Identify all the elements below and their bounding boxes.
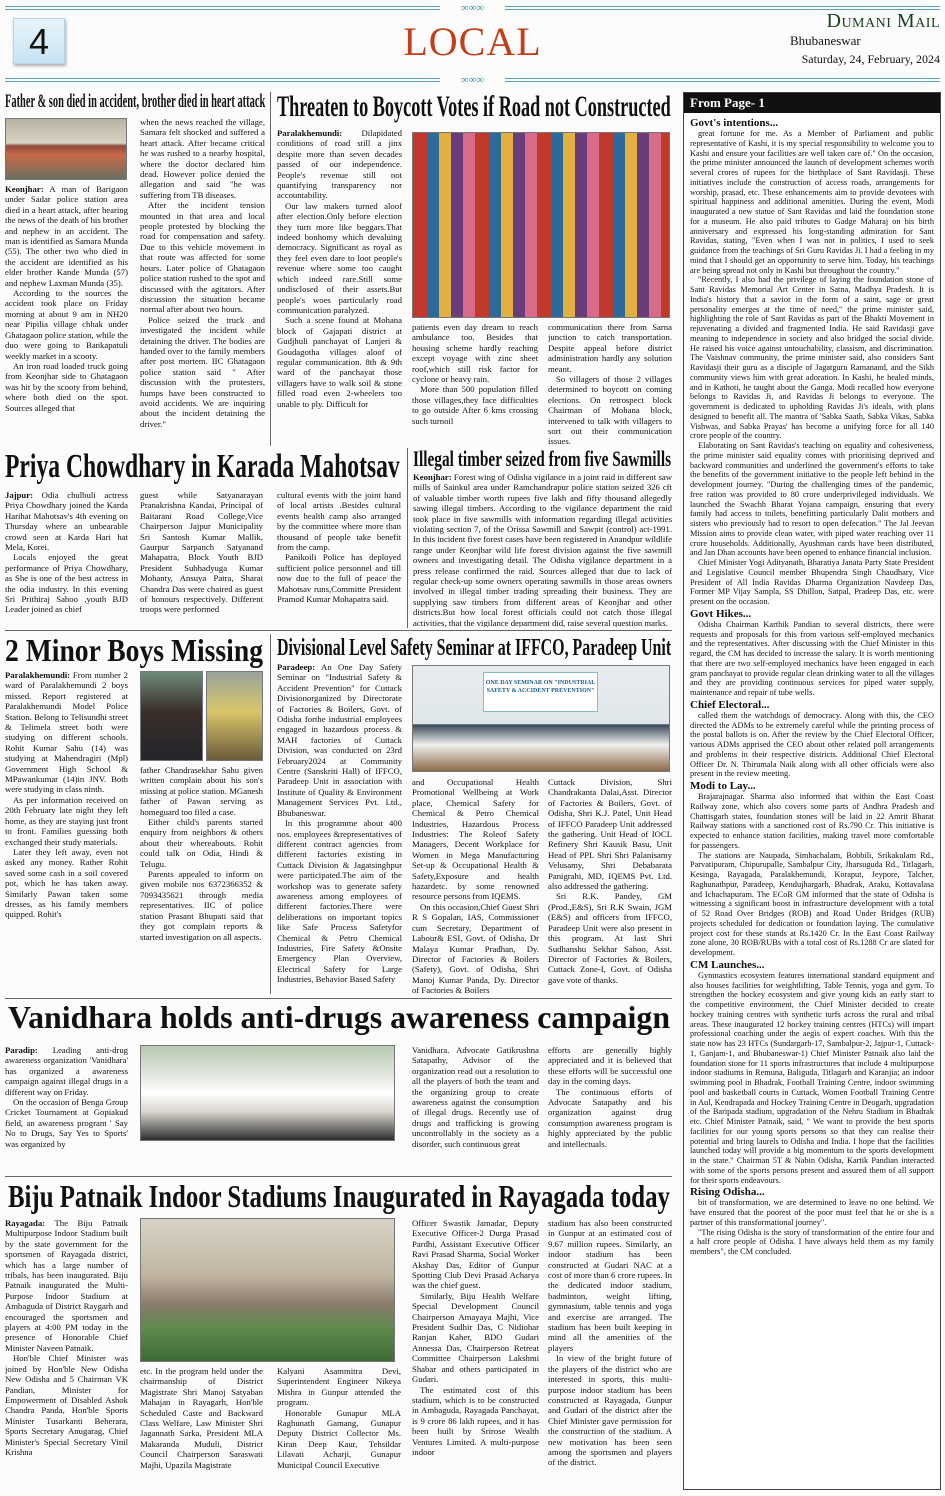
paragraph bbox=[412, 777, 539, 902]
paragraph bbox=[5, 490, 128, 552]
headline: Vanidhara holds anti-drugs awareness campaign bbox=[8, 999, 671, 1035]
paragraph bbox=[5, 1097, 128, 1149]
paragraph-text: On this occasion,Chief Guest Shri R S Gopalan, IAS, Commissioner cum Secretary, Department of Labour& ESI, Govt. of Odisha, Dr Malaya Kumar Pradhan, Dy. Director of Factories & Boilers (Safety), Govt. of Odisha, Shri Manoj Kumar Panda, Dy. Director of Factories & Boilers bbox=[412, 901, 539, 995]
paragraph bbox=[548, 777, 672, 891]
paragraph-text: Leading anti-drug awareness organization 'Vanidhara' has organized a awareness campaign against illegal drugs in a different way on Friday. bbox=[5, 1045, 128, 1097]
headline: Illegal timber seized from five Sawmills bbox=[413, 446, 672, 471]
paragraph-text: Similarly, Biju Health Welfare Special Development Council Chairperson Amayaya Majhi, Vice President Sudhir Das, C Nidiohar Ranjan Kaher, BDO Gudari Annessa Das, Chairperson Retreat Committee Chairperson Lakshmi Shabar and others participated in Gudari. bbox=[412, 1290, 539, 1385]
article-column bbox=[548, 777, 672, 995]
section-heading: Chief Electoral... bbox=[690, 698, 770, 711]
paragraph-text: In view of the bright future of the players of the district who are interested in sports, this multi-purpose indoor stadium has been constructed at Rayagada, Gunpur and Gudari of the district after the Chief Minister gave permission for the construction of the stadium. A new motivation has been seen among the sportsmen and players of the district. bbox=[548, 1353, 672, 1468]
paragraph-text: So villagers of those 2 villages determined to boycott on coming elections. On retrospect block Chairman of Mohana block, intervened to talk with villagers to sort out their communication issues. bbox=[548, 374, 672, 446]
paragraph bbox=[140, 1366, 263, 1470]
paragraph bbox=[277, 818, 402, 985]
paragraph bbox=[690, 1228, 934, 1257]
paragraph bbox=[690, 558, 934, 607]
paragraph-text: Locals enjoyed the great performance of Priya Chowdhary, as She is one of the best actress in the odia industry. In this evening Sri Prithiraj Sahoo ,youth BJD Leader joined as chief bbox=[5, 552, 128, 615]
article-column bbox=[277, 1366, 401, 1482]
paragraph-text: bit of transformation, we are determined to leave no one behind. We have ensured that the poorest of the poor must feel that he or she is a partner of this transformational journey". bbox=[690, 1198, 934, 1227]
paragraph bbox=[690, 441, 934, 558]
section-heading: Govt's intentions... bbox=[690, 117, 779, 129]
article-column bbox=[5, 490, 128, 626]
paragraph bbox=[690, 711, 934, 779]
continued-stories bbox=[684, 113, 940, 1483]
paragraph-text: Odisha Chairman Karthik Pandian to several districts, there were requests and proposals for this from various self-employed mechanics and the representatives. After discussing with the Chief Minister in this regard, the CM has decided to increase the salary. It is worth mentioning that there are two self-employed mechanics have been engaged in each gram panchayat to provide regular clean drinking water to all the villages and they are providing continuous services for piped water supply, maintenance and repair of tube wells. bbox=[690, 619, 934, 697]
article-column bbox=[277, 662, 402, 995]
article-column bbox=[5, 184, 128, 446]
paragraph-text: On the occasion of Benga Group Cricket Tournament at Gopiakud field, an awareness program ' Say No to Drugs, Say Yes to Sports' was organized by bbox=[5, 1097, 128, 1149]
paragraph bbox=[5, 184, 128, 288]
section-heading: Govt Hikes... bbox=[690, 607, 752, 620]
paragraph bbox=[548, 1045, 672, 1087]
dateline: Keonjhar: bbox=[5, 184, 44, 194]
article-column bbox=[412, 322, 538, 446]
dateline: Paradeep: bbox=[277, 662, 316, 672]
paragraph-text: Vanidhara. Advocate Gatikrushna Satapathy, Advisor of the organization read out a resolution to all the players of both the team and the organizing group to create awareness against the consumption of illegal drugs. Recently use of drugs and trafficking is growing uncontrollably in the society as a disorder, such continuous great bbox=[412, 1045, 539, 1149]
article-column bbox=[140, 765, 263, 992]
headline: Biju Patnaik Indoor Stadiums Inaugurated in Rayagada today bbox=[8, 1178, 670, 1214]
accident-truck-photo bbox=[5, 118, 127, 180]
paragraph bbox=[5, 1353, 128, 1457]
paragraph-text: Elaborating on Sant Ravidas's teaching on equality and cohesiveness, the prime minister said equality comes with prioritising deprived and backward communities and underlined the government's efforts to take the benefits of the government initiative to the people left behind in the development journey. "During the challenging times of the pandemic, free ration was provided to 80 crore underprivileged individuals. We launched the Swachh Bharat Yojana campaign, ensuring that every family had access to toilets, benefitting particularly Dalit mothers and sisters who previously had to resort to open defecation." The Jal Jeevan Mission aims to provide clean water, with piped water reaching over 11 crore households. Additionally, Ayushman cards have been distributed, and Jan Dhan accounts have been opened to enhance financial inclusion. bbox=[690, 441, 934, 558]
anti-drug-campaign-photo bbox=[140, 1045, 395, 1141]
paragraph-text: Cuttack Division, Shri Chandrakanta Dalai,Asst. Director of Factories & Boilers, Govt. of Odisha, Shri K.J. Patel, Unit Head of IFFCO Paradeep Unit addressed the gathering. Unit Head of IOCL Refinery Shri Kausik Basu, Unit Head of PPL Shri Shri Palanisamy Velusamy, Shri Debabarata Panigrahi, MD, IQEMS Pvt. Ltd. also addressed the gathering. bbox=[548, 777, 672, 892]
paragraph bbox=[5, 552, 128, 614]
paragraph bbox=[5, 670, 128, 795]
article-column bbox=[548, 1045, 672, 1173]
article-column bbox=[413, 472, 672, 627]
paragraph-text: "The rising Odisha is the story of transformation of the entire four and a half crore people of Odisha. I have always held them as my family members", the CM concluded. bbox=[690, 1227, 934, 1256]
paragraph-text: guest while Satyanarayan Pranakrishna Kandai, Principal of Baitarani Road College,Vice Chairperson Jajpur Municipality Sri Santosh Kumar Mallik, Gaurpur Sarpanch Satyanand Mahapatra, Block Youth BJD President Subhadyuga Kumar Mohanty, Ansuya Patra, Sharat Chandra Das were chaired as guest of honours respectively. Different troops were performed bbox=[140, 490, 263, 615]
newspaper-name: Dumani Mail bbox=[826, 10, 940, 32]
paragraph-text: An One Day Safety Seminar on "Industrial Safety & Accident Prevention" for Cuttack Divisionorganized by Directorate of Factories & Boilers, Govt. of Odisha forthe industrial employees engaged in hazardous process & MAH factories of Cuttack Division, was conducted on 23rd February2024 at Community Centre (Sanskriti Hall) of IFFCO, Paradeep Unit in association with Institute of Quality & Environment Management Services Pvt. Ltd., Bhubaneswar. bbox=[277, 662, 402, 818]
ornament-icon: ∞∞∞ bbox=[440, 74, 505, 86]
section-heading: Modi to Lay... bbox=[690, 780, 756, 792]
headline: Threaten to Boycott Votes if Road not Constructed bbox=[277, 90, 671, 123]
article-column bbox=[548, 1218, 672, 1482]
paragraph-text: From number 2 ward of Paralakhemundi 2 boys missed. Report registered at Paralakhemundi Model Police Station. Belong to Telisundhi street & Telimela street both were studying on different schools. Rohit Kumar Sahu (14) was studying at Mahendragiri (Mpl) Government High School & MPawankumar (14)in JNV. Both were studying in class ninth. bbox=[5, 670, 128, 795]
villagers-protest-photo bbox=[412, 132, 670, 318]
paragraph bbox=[413, 472, 672, 627]
section-heading: Rising Odisha... bbox=[690, 1186, 765, 1199]
paragraph bbox=[548, 891, 672, 985]
paragraph-text: Brajarajnagar. Sharma also informed that within the East Coast Railway zone, which also covers some parts of Andhra Pradesh and Chattisgarh states, foundation stones will be laid in 22 Amrit Bharat Railway stations with a sanctioned cost of Rs.790 Cr. This initiative is expected to enhance station facilities, making travel more comfortable for passengers. bbox=[690, 792, 934, 850]
paragraph bbox=[690, 275, 934, 441]
paragraph bbox=[5, 847, 128, 920]
paragraph-text: A man of Barigaon under Sadar police station area died in a heart attack, after hearing the news of the death of his brother and nephew in an accident. The man is identified as Samara Munda (55). The other two who died in the accident are identified as his elder brother Kande Munda (57) and nephew Laxman Munda (35). bbox=[5, 184, 128, 288]
paragraph-text: cultural events with the joint hand of local artists .Besides cultural events health camp also arranged by the committee where more than thousand of people take benefit from the camp. bbox=[277, 490, 401, 553]
page-number: 4 bbox=[13, 18, 65, 64]
paragraph-text: According to the sources the accident took place on Friday morning at about 9 am in NH20 near Pipilia village chhak under Ghatagaon police station, while the duo were going to Bankapatuli weekly market in a scooty. bbox=[5, 288, 128, 361]
paragraph bbox=[140, 765, 263, 817]
paragraph bbox=[140, 490, 263, 615]
masthead bbox=[760, 10, 940, 67]
headline: Priya Chowdhary in Karada Mahotsav bbox=[5, 448, 400, 485]
missing-boy-photo-rohit bbox=[140, 671, 203, 761]
paragraph-text: The Biju Patnaik Multipurpose Indoor Stadium built by the state government for the sportsmen of Rayagada district, which has a large number of tribals, has been inaugurated. Biju Patnaik inaugurated the Multi-Purpose Indoor Stadium at Ambaguda of District Raygarh and encouraged the sportsmen and players at 4:00 PM today in the presence of Honorable Chief Minister Naveen Patnaik. bbox=[5, 1218, 128, 1353]
paragraph-text: Later they left away, even not asked any money. Rather Rohit saved some cash in a soil covered pot, which he has taken away. Similarly Pawan taken some dresses, as his family members quipped. Rohit's bbox=[5, 846, 128, 920]
paragraph-text: Kalyani Asammitra Devi, Superintendent Engineer Nikeya Mishra in Gunpur attended the program. bbox=[277, 1366, 401, 1408]
seminar-banner: ONE DAY SEMINAR ON "INDUSTRIAL SAFETY & ACCIDENT PREVENTION" bbox=[483, 672, 598, 712]
paragraph bbox=[548, 1218, 672, 1353]
article-column bbox=[5, 1045, 128, 1173]
paragraph bbox=[277, 552, 401, 604]
paragraph bbox=[412, 1218, 539, 1291]
issue-date: Saturday, 24, February, 2024 bbox=[801, 52, 940, 66]
ornament-icon: ∞∞∞ bbox=[440, 2, 505, 14]
headline: 2 Minor Boys Missing bbox=[5, 632, 263, 668]
article-column bbox=[412, 1218, 539, 1482]
article-column bbox=[140, 1366, 263, 1482]
paragraph-text: Chief Minister Yogi Adityanath, Bharatiya Janata Party State President and Legislative Council member Bhupendra Singh Chaudhary, Vice President of All India Ravidas Dharma Organization Navdeep Das, Former MP Vijay Sampla, SS Dhillon, Satpal, Pradeep Das, etc. were present on the occasion. bbox=[690, 558, 934, 606]
paragraph-text: In this programme about 400 nos. employees &representatives of different contract agencies from different factories existing in Cuttack Division & Jagatsinghpur were participated.The aim of the workshop was to generate safety awareness among employees of different factories.There were deliberations on important topics like Safe Process Safetyfor Chemical & Petro Chemical Industries, Fire Safety &Onsite Emergency Plan Overview, Electrical Safety for Large Industries, Behavior Based Safety bbox=[277, 818, 402, 985]
paragraph-text: An iron road loaded truck going from Keonjhar side to Ghatagaon was hit by the scooty from behind, where both died on the spot. Sources alleged that bbox=[5, 360, 128, 413]
section-heading: CM Launches... bbox=[690, 958, 765, 971]
paragraph-text: called them the watchdogs of democracy. Along with this, the CEO directed the ADMs to be extremely careful while the printing process of the postal ballots is on. After the review by the Chief Electoral Officer, various ADMs apprised the CEO about other related poll arrangements and problems in their respective districts. Additional Chief Electoral Officer Dr. N. Thirumala Naik along with all other officials were also present in the review meeting. bbox=[690, 710, 934, 779]
paragraph-text: The estimated cost of this stadium, which is to be constructed in Ambaguda, Rayagada Panchayat, is 9 crore 86 lakh rupees, and it has been built by Srirose Wealth Ventures Limited. A multi-purpose indoor bbox=[412, 1384, 539, 1457]
paragraph bbox=[690, 620, 934, 698]
paragraph bbox=[412, 384, 538, 426]
paragraph-text: As per information received on 20th February late night they left home, as they are staying just front to front. Families guessing both exchanged their study materials. bbox=[5, 794, 128, 847]
dateline: Keonjhar: bbox=[413, 472, 452, 482]
paragraph-text: Such a scene found at Mohana block of Gajapati district at Gudjhuli panchayat of Lanjeri & Goudagotha villages aloof of regular communication. 8th & 9th ward of the panchayat those villagers have to walk soil & stone filled road even 2-wheelers too unable to ply. Difficult for bbox=[277, 315, 402, 409]
paragraph bbox=[5, 361, 128, 413]
article-column bbox=[412, 777, 539, 995]
seminar-stage-photo bbox=[412, 665, 670, 772]
paragraph bbox=[548, 1087, 672, 1149]
dateline: Paralakhemundi: bbox=[5, 670, 71, 680]
paragraph-text: Police seized the truck and investigated the incident while detaining the driver. The bodies are handed over to the family members after post mortem. IIC Ghatagaon police station said " After discussion with the protesters, humps have been constructed to avoid accidents. We are inquiring about the incident detaining the driver." bbox=[140, 314, 265, 429]
headline: Father & son died in accident, brother died in heart attack bbox=[5, 91, 266, 112]
paragraph-text: Forest wing of Odisha vigilance in a joint raid in different saw mills of Sainkul area under Ramchandrapur police station seized 326 cft of valuable timber worth rupees five lakh and fifty thousand allegedly sawing illegal timbers. According to the vigilance department the raid took place in five sawmills with information regarding illegal activities violating section 7, of the Orissa Sawmill and Sawpit (control) act-1991. In this incident five forest cases have been registered in Anandpur wildlife range under Keonjhar wild life forest division against the five sawmill owners and investigating detail. The Odisha vigilance department in a press release confirmed the raid. Sources alleged that due to lack of regular check-up some owners operating sawmills in those areas owners involved in illegal timber trading spreading their business. They are supplying saw timbers from different areas of Keonjhar and other districts.But how local forest officials could not catch those illegal activities, that the vigilance department did, raise several question marks. bbox=[413, 472, 672, 627]
paragraph bbox=[690, 792, 934, 851]
paragraph bbox=[5, 1045, 128, 1097]
paragraph-text: Our law makers turned aloof after election.Only before election they turn more like beggars.That indeed bonhomy which devaluing democracy. Significant as royal as they feel even dare to loot people's revenue where some too caught which indeed rare.Still some undisclosed of their assets.But people's woes particularly road communication paralyzed. bbox=[277, 200, 402, 315]
paragraph bbox=[412, 1045, 539, 1149]
paragraph bbox=[277, 662, 402, 818]
paragraph-text: Either child's parents started enquiry from neighbors & others about their whereabouts. Rohit could talk on Odia, Hindi & Telugu. bbox=[140, 817, 263, 869]
paragraph-text: Officer Swastik Jamadar, Deputy Executive Officer-2 Durga Prasad Pardhi, Assistant Executive Officer Ravi Prasad Sharma, Social Worker Akshay Das, Editor of Gunpur Spotting Club Devi Prasad Acharya was the chief guest. bbox=[412, 1218, 539, 1291]
paragraph-text: The continuous efforts of Advocate Satapathy and his organization against drug consumption awareness program is highly appreciated by the public and intellectuals. bbox=[548, 1086, 672, 1149]
paragraph bbox=[548, 374, 672, 446]
column-divider bbox=[270, 634, 271, 994]
paragraph-text: Gymnastics ecosystem features international standard equipment and also houses facilities for weightlifting, Table Tennis, yoga and gym. To strengthen the hockey ecosystem and give young kids an early start to the competitive environment, the Chief Minister decided to create hockey training centres with synthetic turfs across the rural and tribal areas. These inaugurated 12 hockey training centres (HTCs) will impart professional coaching under the aegis of expert coaches. With this the state now has 23 HTCs (Sundargarh-17, Sambalpur-2, Jajpur-1, Cuttack-1, Ganjam-1, and Bhubaneswar-1) Chief Minister Patnaik also laid the foundation stone for 11 sports infrastructures that include 4 multipurpose indoor stadiums in Remuna, Baliguda, Titlagarh and Karanjia; an indoor swimming pool in Bhadrak, Football Training Centre, indoor swimming pool and basketball courts in Cuttack, Women Football Training Centre in Aul, Kendrapada and Hockey Training Centre in Deogarh, upgradation of the Baripada stadium, upgradation of the Nehru Stadium in Bhadrak etc. Chief Minister Patnaik, said, " We want to provide the best sports facilities for our young sports persons so that they can realise their potential and bring laurels to Odisha and India. I hope that the facilities launched today will provide a big momentum to the sports development in the state." Chairman 5T & Nabin Odisha, Kartik Pandian interacted with some of the sports persons present and assured them of all support for their sports endeavours. bbox=[690, 970, 935, 1185]
paragraph-text: patients even day dream to reach ambulance too. Besides that housing scheme hardly reaching except voyage with zinc sheet roof,which still risk factor for cyclone or heavy rain. bbox=[412, 322, 538, 385]
article-column bbox=[140, 490, 263, 626]
paragraph bbox=[277, 1366, 401, 1408]
paragraph bbox=[140, 817, 263, 869]
paragraph-text: and Occupational Health Promotional Wellbeing at Work place, Chemical Safety for Chemical & Petro Chemical Industries, Hazardous Process Industries: The Roleof Safety Managers, Decent Workplace for Women in Mega Manufacturing Set-up & Occupational Health & Safety,Exposure and health hazardetc. by some renowned resource persons from IQEMS. bbox=[412, 777, 539, 902]
dateline: Jajpur: bbox=[5, 490, 33, 500]
stadium-inauguration-photo bbox=[140, 1218, 395, 1362]
paragraph bbox=[548, 322, 672, 374]
dateline: Paralakhemundi: bbox=[277, 128, 343, 138]
paragraph-text: Honorable Gunapur MLA Raghunath Gamang, Gunapur Deputy District Collector Ms. Kiran Deep Kaur, Tehsildar Lilavati Acharji, Gunapur Municipal Council Executive bbox=[277, 1407, 401, 1470]
paragraph-text: father Chandrasekhar Sahu given written complain about his son's missing at police station. MGanesh father of Pawan serving as homeguard too filed a case. bbox=[140, 765, 263, 817]
paragraph-text: efforts are generally highly appreciated and it is believed that these efforts will be successful one day in the coming days. bbox=[548, 1045, 672, 1087]
paragraph bbox=[140, 117, 265, 200]
article-column bbox=[5, 670, 128, 992]
article-column bbox=[412, 1045, 539, 1173]
paragraph bbox=[277, 315, 402, 409]
paragraph bbox=[412, 322, 538, 384]
paragraph-text: great fortune for me. As a Member of Parliament and public representative of Kashi, it is my special responsibility to welcome you to Kashi and ensure your facilities are well taken care of." On the occasion, the prime minister announced the launch of development schemes worth several crores of rupees for the birthplace of Sant Ravidasji. These initiatives include the construction of access roads, arrangements for worship, prasad, etc. These enhancements aim to provide devotees with spiritual happiness and additional amenities. During the event, Modi inaugurated a new statue of Sant Ravidas and laid the foundation stone for a museum. He also paid tributes to Gadge Maharaj on his birth anniversary and expressed his long-standing admiration for Sant Ravidas, stating, "Even when I was not in politics, I used to seek guidance from the teachings of Sri Guru Ravidas Ji. I had a feeling in my mind that I should get an opportunity to serve him. Today, his teachings are being spread not only in Kashi but throughout the country." bbox=[690, 129, 934, 275]
paragraph bbox=[140, 200, 265, 314]
paragraph-text: Sri R.K. Pandey, GM (Prod.,E&S), Sri R.K Swain, JGM (E&S) and officers from IFFCO, Paradeep Unit were also present in this program. At last Shri Sudhanshu Sekhar Sahoo, Asst. Director of Factories & Boilers, Cuttack Zone-I, Govt. of Odisha gave vote of thanks. bbox=[548, 891, 672, 985]
from-page-1-column bbox=[683, 92, 941, 1490]
paragraph-text: More than 500 population filled those villages,they face difficulties to go outside After 6 kms crossing such turnoil bbox=[412, 384, 538, 426]
paragraph bbox=[277, 490, 401, 552]
paragraph-text: stadium has also been constructed in Gunpur at an estimated cost of 9.67 million rupees. Similarly, an indoor stadium has been constructed at Gudari NAC at a cost of more than 6 crore rupees. In the dedicated indoor stadium, badminton, weight lifting, gymnasium, table tennis and yoga and exercise are arranged. The stadium has been built keeping in mind all the amenities of the players bbox=[548, 1218, 672, 1353]
paragraph bbox=[277, 201, 402, 315]
headline: Divisional Level Safety Seminar at IFFCO, Paradeep Unit bbox=[277, 635, 672, 661]
paragraph bbox=[5, 1218, 128, 1353]
article-column bbox=[548, 322, 672, 446]
from-page-1-title: From Page- 1 bbox=[684, 93, 940, 113]
section-title: LOCAL bbox=[403, 19, 542, 64]
dateline: Paradip: bbox=[5, 1045, 38, 1055]
paragraph bbox=[690, 1198, 934, 1227]
paragraph bbox=[140, 315, 265, 429]
paragraph bbox=[5, 795, 128, 847]
paragraph-text: Hon'ble Chief Minister was joined by Hon'ble New Odisha New Odisha and 5 Chairman VK Pandian, Minister for Empowerment of Disabled Ashok Chandra Panda, Hon'ble Sports Minister Tusarkanti Beherara, Sports Secretary Anugarag, Chief Minister's Special Secretary Vinil Krishna bbox=[5, 1353, 128, 1457]
paragraph-text: After the incident tension mounted in that area and local people protested by blocking the road for compensation and safety. Due to this vehicle movement in that route was affected for some hours. Later police of Ghatagaon police station rushed to the spot and discussed with the agitators. After discussion the situation became normal after about two hours. bbox=[140, 200, 265, 315]
row-divider bbox=[5, 630, 672, 631]
paragraph bbox=[548, 1353, 672, 1467]
article-column bbox=[277, 128, 402, 446]
column-divider bbox=[270, 92, 271, 446]
paragraph bbox=[690, 851, 934, 958]
paragraph bbox=[412, 1385, 539, 1458]
article-column bbox=[5, 1218, 128, 1482]
paragraph bbox=[412, 902, 539, 995]
paragraph-text: The stations are Naupada, Simhachalam, Bobbili, Srikakulam Rd., Parvatipuram, Chipurupalle, Sambalpur City, Jharsuguda Rd., Titlagarh, Kesinga, Rayagada, Paralakhemundi, Koraput, Jeypore, Talcher, Raghunathpur, Paradeep, Kendujhargarh, Bhadrak, Araku, Kottavalasa and Ichachapuram. The ECoR GM informed that the state of Odisha is witnessing a significant boost in infrastructure development with a total of 52 Road Over Bridges (ROB) and Road Under Bridges (RUB) projects scheduled for dedication or foundation laying. The cumulative project cost for these stands at Rs.1420 Cr. In the East Coast Railway zone alone, 30 ROB/RUBs with a total cost of Rs.1288 Cr are slated for development. bbox=[690, 850, 934, 957]
column-divider bbox=[407, 448, 408, 628]
paragraph bbox=[277, 1408, 401, 1470]
row-divider bbox=[5, 1176, 672, 1177]
paragraph-text: etc. In the program held under the chairmanship of District Magistrate Shri Manoj Satyaban Mahajan in Rayagarh, Hon'ble Scheduled Caste and Backward Class Welfare, Law Minister Shri Jagannath Sarka, President MLA Makaranda Muduli, District Council Chairperson Saraswati Majhi, Upazila Magistrate bbox=[140, 1366, 263, 1470]
paragraph bbox=[277, 128, 402, 201]
dateline: Rayagada: bbox=[5, 1218, 46, 1228]
paragraph-text: Odia chulbuli actress Priya Chowdhary joined the Karda Harihat Mahotsav's 4th evening on Thursday where an unbearable crowd seen at Karda Hari hat Mela, Korei. bbox=[5, 490, 128, 553]
paragraph bbox=[140, 869, 263, 942]
paragraph-text: Panikoili Police has deployed sufficient police personnel and till now due to the full of peace the Mahotsav runs,Committe President Pramod Kumar Mohapatra said. bbox=[277, 552, 401, 605]
article-column bbox=[140, 117, 265, 446]
paragraph-text: Dilapidated conditions of road still a jinx despite more than seven decades passed of our independence. People's revenue still not quantifying transparency nor accountability. bbox=[277, 128, 402, 201]
paragraph-text: "Recently, I also had the privilege of laying the foundation stone of Sant Ravidas Memorial Art Center in Satna, Madhya Pradesh. It is India's history that a savior in the form of a saint, sage or great personality emerges at the time of need," the prime minister said, highlighting the role of Sant Ravidas as part of the Bhakti Movement in rejuvenating a divided and fragmented India. He said Ravidasji gave meaning to independence in society and also bridged the social divide. He raised his voice against untouchability, classism, and discrimination. The Vaishnav community, the prime minister said, also considers Sant Ravidasji their guru as a disciple of Jagatguru Ramanand, and the Sikh community views him with great adoration. In Kashi, he healed minds, and in Kathoti, he taught about the Ganga. Modi recalled how everyone belongs to Ravidas Ji, and Ravidas Ji belongs to everyone. The government is dedicated to upholding Ravidas Ji's ideals, with plans designed to benefit all. The mantra of 'Sabka Saath, Sabka Vikas, Sabka Vishwas, and Sabka Prayas' has become a unifying force for all 140 crore people of the country. bbox=[690, 275, 934, 441]
paragraph-text: communication there from Sarna junction to catch transportation. Despite appeal before district administration hardly any solution meant. bbox=[548, 322, 672, 374]
paragraph-text: Parents appealed to inform on given mobile nos 6372366352 & 7093435621 through media representatives. IIC of police station Prasant Bhupati said that they got complain reports & started investigation on all aspects. bbox=[140, 869, 263, 942]
edition-city: Bhubaneswar bbox=[790, 33, 861, 48]
paragraph-text: when the news reached the village, Samara felt shocked and suffered a heart attack. After became critical he was rushed to a nearby hospital, where the doctor declared him dead. However police denied the allegation and said "he was suffering from TB diseases. bbox=[140, 117, 265, 200]
paragraph bbox=[690, 971, 934, 1186]
paragraph bbox=[690, 129, 934, 275]
paragraph bbox=[5, 288, 128, 361]
paragraph bbox=[412, 1291, 539, 1385]
missing-boy-photo-pawan bbox=[206, 671, 263, 761]
article-column bbox=[277, 490, 401, 626]
